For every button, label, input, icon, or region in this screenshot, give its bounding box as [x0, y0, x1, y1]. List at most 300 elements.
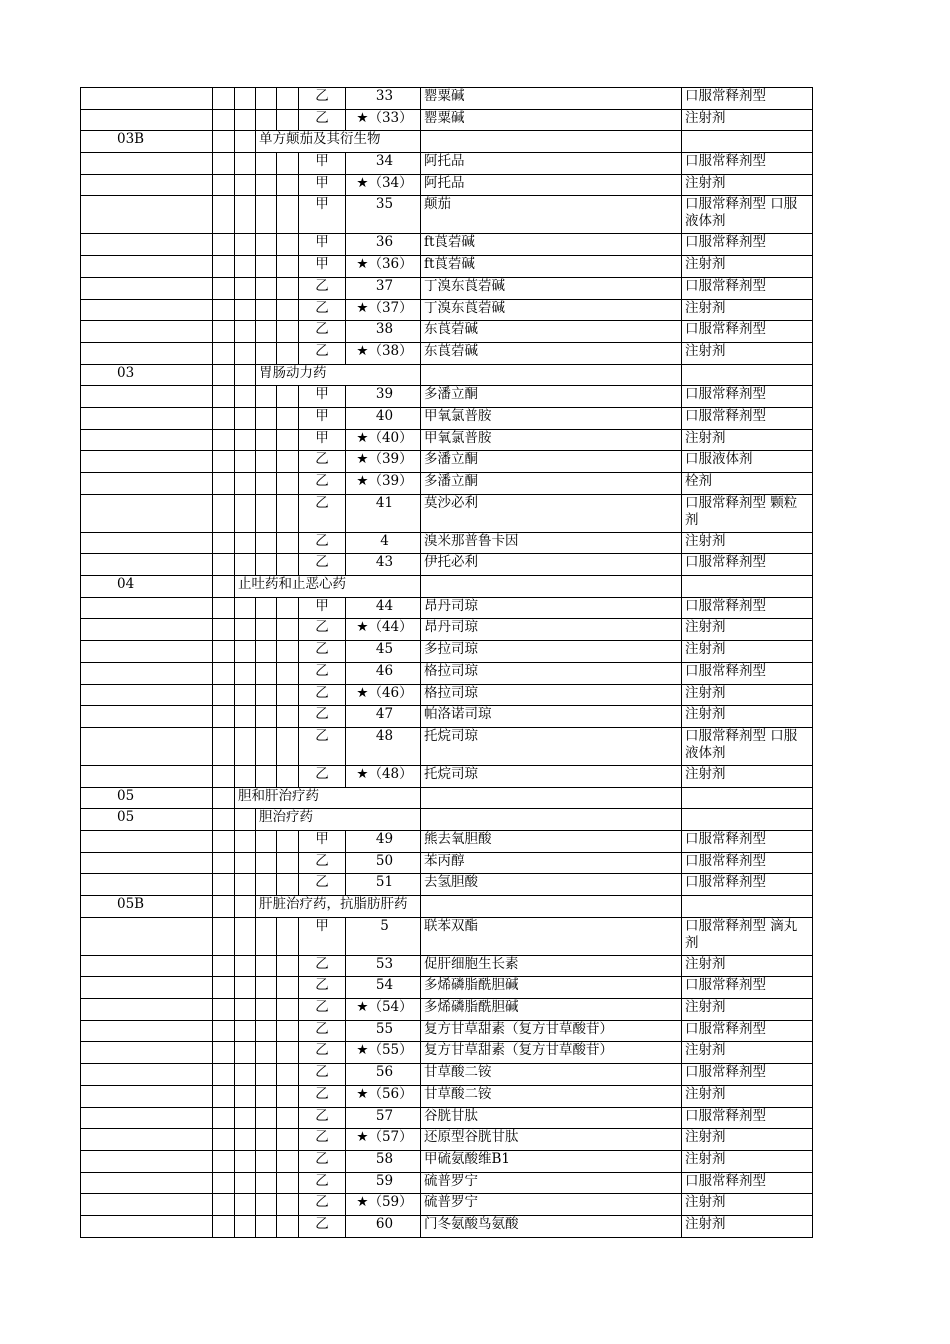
category-code — [81, 109, 213, 131]
indent-cell — [277, 386, 299, 408]
indent-cell — [213, 1129, 235, 1151]
indent-cell — [256, 109, 277, 131]
drug-row — [81, 955, 813, 977]
drug-number: 56 — [346, 1064, 421, 1086]
indent-cell — [213, 830, 235, 852]
dosage-form: 口服常释剂型 — [682, 277, 813, 299]
grade-cell: 乙 — [299, 554, 346, 576]
indent-cell — [213, 429, 235, 451]
indent-cell — [277, 196, 299, 234]
indent-cell — [256, 256, 277, 278]
drug-row — [81, 494, 813, 532]
drug-name: 阿托品 — [421, 174, 682, 196]
indent-cell — [256, 917, 277, 955]
dosage-form: 口服常释剂型 — [682, 830, 813, 852]
dosage-form: 口服常释剂型 — [682, 597, 813, 619]
indent-cell — [277, 1042, 299, 1064]
indent-cell — [213, 1020, 235, 1042]
indent-cell — [213, 88, 235, 110]
drug-row — [81, 1064, 813, 1086]
drug-name: 多拉司琼 — [421, 641, 682, 663]
drug-number: 60 — [346, 1215, 421, 1237]
grade-cell: 乙 — [299, 619, 346, 641]
indent-cell — [235, 131, 256, 153]
drug-number: 41 — [346, 494, 421, 532]
indent-cell — [277, 407, 299, 429]
indent-cell — [277, 662, 299, 684]
drug-formulary-sheet — [80, 87, 812, 1238]
grade-cell: 乙 — [299, 1020, 346, 1042]
drug-number: 35 — [346, 196, 421, 234]
drug-name: 促肝细胞生长素 — [421, 955, 682, 977]
indent-cell — [235, 955, 256, 977]
indent-cell — [235, 234, 256, 256]
category-code — [81, 153, 213, 175]
dosage-form: 口服常释剂型 — [682, 407, 813, 429]
indent-cell — [256, 977, 277, 999]
indent-cell — [235, 364, 256, 386]
drug-row — [81, 1194, 813, 1216]
indent-cell — [277, 830, 299, 852]
category-code — [81, 386, 213, 408]
drug-name: 溴米那普鲁卡因 — [421, 532, 682, 554]
indent-cell — [213, 1215, 235, 1237]
indent-cell — [277, 765, 299, 787]
indent-cell — [213, 386, 235, 408]
category-title: 止吐药和止恶心药 — [235, 576, 421, 598]
category-code: 05 — [81, 787, 213, 809]
drug-row — [81, 109, 813, 131]
drug-number: 40 — [346, 407, 421, 429]
indent-cell — [277, 174, 299, 196]
drug-name: 苯丙醇 — [421, 852, 682, 874]
grade-cell: 乙 — [299, 277, 346, 299]
indent-cell — [256, 196, 277, 234]
indent-cell — [277, 1150, 299, 1172]
drug-number: 48 — [346, 727, 421, 765]
drug-name: 甲氧氯普胺 — [421, 407, 682, 429]
dosage-form: 栓剂 — [682, 473, 813, 495]
indent-cell — [256, 277, 277, 299]
indent-cell — [213, 364, 235, 386]
drug-name: ft莨菪碱 — [421, 234, 682, 256]
indent-cell — [256, 1020, 277, 1042]
dosage-form: 口服常释剂型 滴丸剂 — [682, 917, 813, 955]
drug-number: 46 — [346, 662, 421, 684]
dosage-form: 注射剂 — [682, 1042, 813, 1064]
indent-cell — [235, 1129, 256, 1151]
indent-cell — [235, 1064, 256, 1086]
indent-cell — [235, 809, 256, 831]
indent-cell — [235, 1042, 256, 1064]
indent-cell — [277, 234, 299, 256]
indent-cell — [256, 641, 277, 663]
drug-number: 34 — [346, 153, 421, 175]
drug-row — [81, 473, 813, 495]
indent-cell — [256, 234, 277, 256]
category-code — [81, 451, 213, 473]
category-code — [81, 1042, 213, 1064]
drug-name: 还原型谷胱甘肽 — [421, 1129, 682, 1151]
grade-cell: 乙 — [299, 727, 346, 765]
indent-cell — [213, 174, 235, 196]
drug-number: 39 — [346, 386, 421, 408]
category-code — [81, 874, 213, 896]
category-code — [81, 494, 213, 532]
dosage-form: 口服常释剂型 — [682, 234, 813, 256]
drug-number: 55 — [346, 1020, 421, 1042]
category-code — [81, 1107, 213, 1129]
category-code — [81, 277, 213, 299]
category-code — [81, 999, 213, 1021]
drug-name: 丁溴东莨菪碱 — [421, 299, 682, 321]
dosage-form: 注射剂 — [682, 619, 813, 641]
grade-cell: 乙 — [299, 1042, 346, 1064]
indent-cell — [256, 1129, 277, 1151]
category-title: 肝脏治疗药，抗脂肪肝药 — [256, 896, 421, 918]
grade-cell: 乙 — [299, 88, 346, 110]
indent-cell — [277, 299, 299, 321]
category-code — [81, 706, 213, 728]
drug-number: 53 — [346, 955, 421, 977]
dosage-form: 口服液体剂 — [682, 451, 813, 473]
dosage-form: 口服常释剂型 口服液体剂 — [682, 727, 813, 765]
drug-number: 50 — [346, 852, 421, 874]
grade-cell: 甲 — [299, 407, 346, 429]
indent-cell — [277, 88, 299, 110]
grade-cell: 乙 — [299, 1129, 346, 1151]
drug-row — [81, 451, 813, 473]
indent-cell — [235, 999, 256, 1021]
indent-cell — [235, 706, 256, 728]
drug-number: 49 — [346, 830, 421, 852]
indent-cell — [277, 153, 299, 175]
indent-cell — [235, 88, 256, 110]
indent-cell — [213, 684, 235, 706]
drug-name: 硫普罗宁 — [421, 1172, 682, 1194]
dosage-form-cell — [682, 809, 813, 831]
drug-name: 东莨菪碱 — [421, 342, 682, 364]
drug-row — [81, 429, 813, 451]
drug-row — [81, 1020, 813, 1042]
indent-cell — [277, 597, 299, 619]
drug-number: ★（39） — [346, 473, 421, 495]
grade-cell: 乙 — [299, 1064, 346, 1086]
category-code — [81, 955, 213, 977]
indent-cell — [235, 196, 256, 234]
drug-name: 多烯磷脂酰胆碱 — [421, 977, 682, 999]
indent-cell — [213, 765, 235, 787]
category-row — [81, 131, 813, 153]
dosage-form: 注射剂 — [682, 1129, 813, 1151]
drug-number: 51 — [346, 874, 421, 896]
indent-cell — [235, 321, 256, 343]
category-code — [81, 597, 213, 619]
indent-cell — [235, 494, 256, 532]
indent-cell — [256, 955, 277, 977]
drug-name: 帕洛诺司琼 — [421, 706, 682, 728]
drug-name: 格拉司琼 — [421, 684, 682, 706]
indent-cell — [277, 917, 299, 955]
indent-cell — [213, 787, 235, 809]
drug-row — [81, 321, 813, 343]
category-code: 03 — [81, 364, 213, 386]
indent-cell — [256, 494, 277, 532]
grade-cell: 乙 — [299, 109, 346, 131]
indent-cell — [213, 852, 235, 874]
indent-cell — [235, 532, 256, 554]
category-code: 05 — [81, 809, 213, 831]
indent-cell — [235, 153, 256, 175]
indent-cell — [235, 473, 256, 495]
grade-cell: 乙 — [299, 1215, 346, 1237]
category-code — [81, 1172, 213, 1194]
dosage-form: 口服常释剂型 — [682, 88, 813, 110]
indent-cell — [277, 451, 299, 473]
category-code — [81, 662, 213, 684]
grade-cell: 乙 — [299, 532, 346, 554]
category-title: 胆和肝治疗药 — [235, 787, 421, 809]
indent-cell — [213, 641, 235, 663]
drug-number: 43 — [346, 554, 421, 576]
indent-cell — [277, 342, 299, 364]
grade-cell: 乙 — [299, 874, 346, 896]
indent-cell — [235, 874, 256, 896]
indent-cell — [213, 977, 235, 999]
drug-number: 47 — [346, 706, 421, 728]
grade-cell: 甲 — [299, 196, 346, 234]
indent-cell — [256, 342, 277, 364]
drug-name: 联苯双酯 — [421, 917, 682, 955]
grade-cell: 乙 — [299, 641, 346, 663]
dosage-form: 注射剂 — [682, 299, 813, 321]
drug-number: ★（46） — [346, 684, 421, 706]
grade-cell: 乙 — [299, 342, 346, 364]
drug-number: ★（37） — [346, 299, 421, 321]
drug-name: 托烷司琼 — [421, 765, 682, 787]
category-code — [81, 917, 213, 955]
category-code — [81, 727, 213, 765]
drug-row — [81, 277, 813, 299]
grade-cell: 甲 — [299, 830, 346, 852]
grade-cell: 乙 — [299, 1107, 346, 1129]
indent-cell — [213, 554, 235, 576]
dosage-form: 口服常释剂型 — [682, 1172, 813, 1194]
indent-cell — [235, 277, 256, 299]
indent-cell — [256, 597, 277, 619]
dosage-form: 注射剂 — [682, 1194, 813, 1216]
indent-cell — [213, 662, 235, 684]
dosage-form: 口服常释剂型 — [682, 554, 813, 576]
indent-cell — [213, 809, 235, 831]
grade-cell: 甲 — [299, 597, 346, 619]
indent-cell — [256, 1064, 277, 1086]
drug-number: 37 — [346, 277, 421, 299]
category-code — [81, 321, 213, 343]
dosage-form: 注射剂 — [682, 955, 813, 977]
category-code — [81, 88, 213, 110]
indent-cell — [256, 1194, 277, 1216]
dosage-form: 注射剂 — [682, 765, 813, 787]
drug-row — [81, 1107, 813, 1129]
dosage-form: 注射剂 — [682, 641, 813, 663]
indent-cell — [277, 706, 299, 728]
category-code — [81, 407, 213, 429]
drug-number: ★（36） — [346, 256, 421, 278]
drug-number: 33 — [346, 88, 421, 110]
indent-cell — [213, 342, 235, 364]
dosage-form: 注射剂 — [682, 1085, 813, 1107]
indent-cell — [235, 597, 256, 619]
category-code — [81, 342, 213, 364]
dosage-form-cell — [682, 364, 813, 386]
indent-cell — [235, 256, 256, 278]
indent-cell — [213, 999, 235, 1021]
indent-cell — [235, 109, 256, 131]
drug-row — [81, 597, 813, 619]
dosage-form: 注射剂 — [682, 532, 813, 554]
indent-cell — [256, 765, 277, 787]
grade-cell: 乙 — [299, 684, 346, 706]
category-title: 单方颠茄及其衍生物 — [256, 131, 421, 153]
indent-cell — [277, 554, 299, 576]
drug-row — [81, 386, 813, 408]
indent-cell — [213, 451, 235, 473]
indent-cell — [256, 830, 277, 852]
indent-cell — [235, 1107, 256, 1129]
dosage-form: 口服常释剂型 — [682, 153, 813, 175]
drug-number: 57 — [346, 1107, 421, 1129]
indent-cell — [256, 532, 277, 554]
indent-cell — [213, 196, 235, 234]
dosage-form: 注射剂 — [682, 174, 813, 196]
drug-number: ★（34） — [346, 174, 421, 196]
indent-cell — [213, 494, 235, 532]
indent-cell — [235, 1215, 256, 1237]
grade-cell: 乙 — [299, 662, 346, 684]
indent-cell — [213, 109, 235, 131]
drug-name: 多潘立酮 — [421, 451, 682, 473]
indent-cell — [277, 532, 299, 554]
drug-row — [81, 196, 813, 234]
drug-row — [81, 917, 813, 955]
dosage-form: 口服常释剂型 — [682, 386, 813, 408]
indent-cell — [256, 153, 277, 175]
grade-cell: 乙 — [299, 494, 346, 532]
dosage-form: 口服常释剂型 — [682, 1107, 813, 1129]
drug-name-cell — [421, 131, 682, 153]
drug-name: 东莨菪碱 — [421, 321, 682, 343]
drug-name: 托烷司琼 — [421, 727, 682, 765]
indent-cell — [213, 597, 235, 619]
indent-cell — [235, 299, 256, 321]
indent-cell — [277, 1172, 299, 1194]
grade-cell: 乙 — [299, 451, 346, 473]
drug-name: 熊去氧胆酸 — [421, 830, 682, 852]
grade-cell: 乙 — [299, 1194, 346, 1216]
category-row — [81, 576, 813, 598]
drug-number: 38 — [346, 321, 421, 343]
category-code — [81, 684, 213, 706]
indent-cell — [277, 852, 299, 874]
indent-cell — [235, 896, 256, 918]
indent-cell — [256, 1085, 277, 1107]
indent-cell — [277, 1194, 299, 1216]
category-code — [81, 1215, 213, 1237]
indent-cell — [235, 852, 256, 874]
drug-name: 罂粟碱 — [421, 109, 682, 131]
category-code — [81, 852, 213, 874]
indent-cell — [213, 1150, 235, 1172]
drug-row — [81, 999, 813, 1021]
drug-name: 甲氧氯普胺 — [421, 429, 682, 451]
grade-cell: 乙 — [299, 1172, 346, 1194]
drug-number: 59 — [346, 1172, 421, 1194]
indent-cell — [235, 1150, 256, 1172]
indent-cell — [213, 321, 235, 343]
drug-row — [81, 765, 813, 787]
indent-cell — [277, 684, 299, 706]
indent-cell — [235, 451, 256, 473]
grade-cell: 甲 — [299, 917, 346, 955]
dosage-form: 注射剂 — [682, 342, 813, 364]
indent-cell — [256, 299, 277, 321]
grade-cell: 乙 — [299, 955, 346, 977]
indent-cell — [256, 451, 277, 473]
drug-number: ★（57） — [346, 1129, 421, 1151]
indent-cell — [213, 1172, 235, 1194]
drug-name: ft莨菪碱 — [421, 256, 682, 278]
indent-cell — [277, 429, 299, 451]
drug-row — [81, 1172, 813, 1194]
drug-number: ★（38） — [346, 342, 421, 364]
category-code — [81, 196, 213, 234]
dosage-form: 注射剂 — [682, 684, 813, 706]
indent-cell — [235, 765, 256, 787]
drug-row — [81, 1042, 813, 1064]
indent-cell — [277, 619, 299, 641]
drug-name: 格拉司琼 — [421, 662, 682, 684]
drug-number: 58 — [346, 1150, 421, 1172]
indent-cell — [256, 1215, 277, 1237]
dosage-form: 注射剂 — [682, 1150, 813, 1172]
drug-row — [81, 830, 813, 852]
drug-table — [80, 87, 813, 1238]
indent-cell — [277, 109, 299, 131]
drug-name: 去氢胆酸 — [421, 874, 682, 896]
drug-number: ★（54） — [346, 999, 421, 1021]
indent-cell — [213, 1085, 235, 1107]
indent-cell — [213, 917, 235, 955]
category-code — [81, 256, 213, 278]
drug-name-cell — [421, 809, 682, 831]
drug-number: 45 — [346, 641, 421, 663]
dosage-form: 口服常释剂型 — [682, 1020, 813, 1042]
category-row — [81, 896, 813, 918]
category-row — [81, 787, 813, 809]
indent-cell — [277, 999, 299, 1021]
indent-cell — [277, 1107, 299, 1129]
grade-cell: 甲 — [299, 256, 346, 278]
drug-row — [81, 153, 813, 175]
dosage-form: 注射剂 — [682, 999, 813, 1021]
drug-name-cell — [421, 787, 682, 809]
indent-cell — [256, 999, 277, 1021]
indent-cell — [213, 1064, 235, 1086]
category-code — [81, 641, 213, 663]
indent-cell — [277, 277, 299, 299]
dosage-form: 口服常释剂型 — [682, 1064, 813, 1086]
